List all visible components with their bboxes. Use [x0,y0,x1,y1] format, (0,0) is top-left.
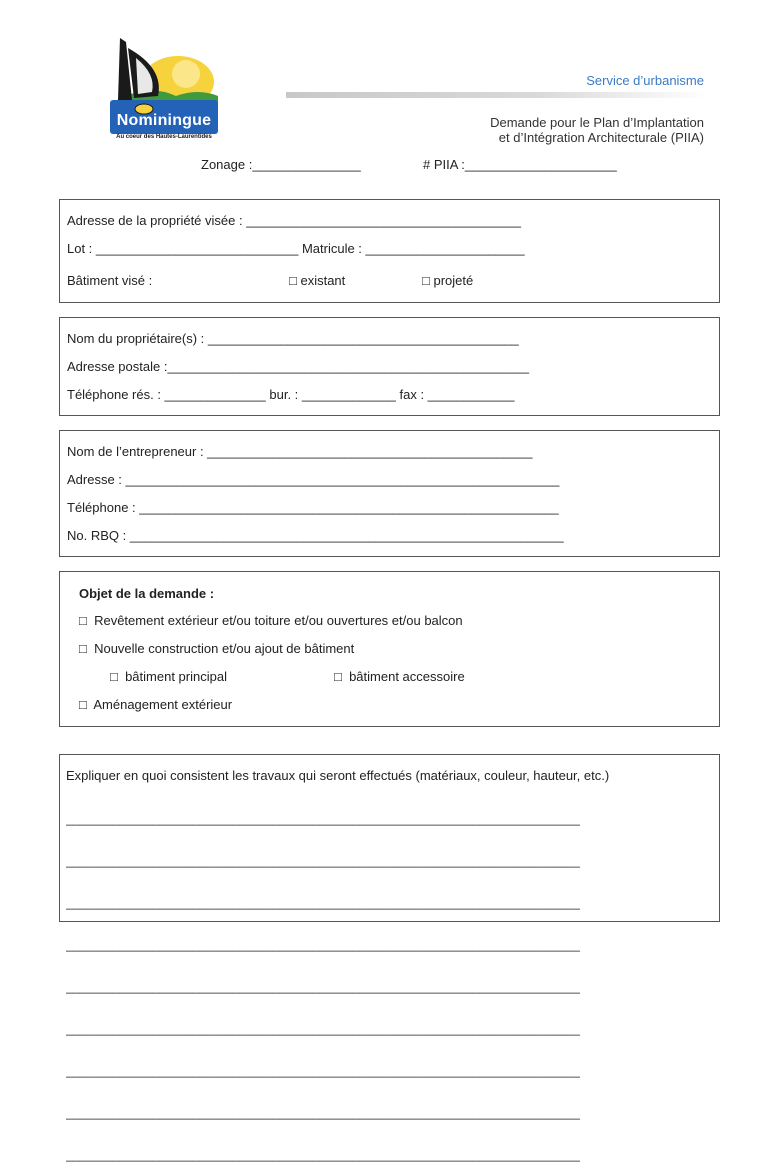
rbq-number-field[interactable]: No. RBQ : ____________________________________________________________ [67,528,564,543]
accessory-building-checkbox[interactable]: □ bâtiment accessoire [334,669,465,684]
owner-name-field[interactable]: Nom du propriétaire(s) : ___________________________________________ [67,331,519,346]
explanation-line[interactable]: _____________________________________________________________________________ [66,1064,580,1078]
explanation-line[interactable]: _____________________________________________________________________________ [66,1022,580,1036]
explanation-line[interactable]: _____________________________________________________________________________ [66,812,580,826]
owner-phone-field[interactable]: Téléphone rés. : ______________ bur. : _____________ fax : ____________ [67,387,515,402]
request-title-line1: Demande pour le Plan d’Implantation [490,115,704,130]
explanation-line[interactable]: _____________________________________________________________________________ [66,938,580,952]
explanation-line[interactable]: _____________________________________________________________________________ [66,854,580,868]
postal-address-field[interactable]: Adresse postale :__________________________________________________ [67,359,529,374]
explanation-prompt: Expliquer en quoi consistent les travaux qui seront effectués (matériaux, couleur, hauteur, etc.) [66,768,610,783]
planned-checkbox[interactable]: □ projeté [422,273,474,288]
cladding-checkbox[interactable]: □ Revêtement extérieur et/ou toiture et/ou ouvertures et/ou balcon [79,613,463,628]
contractor-name-field[interactable]: Nom de l’entrepreneur : _____________________________________________ [67,444,533,459]
existing-checkbox[interactable]: □ existant [289,273,346,288]
logo-tagline: Au coeur des Hautes-Laurentides [116,134,212,140]
explanation-line[interactable]: _____________________________________________________________________________ [66,1148,580,1162]
logo-name: Nominingue [116,112,212,129]
piia-number-field[interactable]: # PIIA :_____________________ [423,157,617,172]
zonage-field[interactable]: Zonage :_______________ [201,157,361,172]
contractor-phone-field[interactable]: Téléphone : __________________________________________________________ [67,500,559,515]
new-construction-checkbox[interactable]: □ Nouvelle construction et/ou ajout de bâtiment [79,641,355,656]
service-title: Service d’urbanisme [586,73,704,88]
property-address-field[interactable]: Adresse de la propriété visée : ______________________________________ [67,213,521,228]
contractor-address-field[interactable]: Adresse : ____________________________________________________________ [67,472,560,487]
request-title-line2: et d’Intégration Architecturale (PIIA) [498,130,704,145]
explanation-line[interactable]: _____________________________________________________________________________ [66,980,580,994]
main-building-checkbox[interactable]: □ bâtiment principal [110,669,227,684]
request-object-title: Objet de la demande : [79,586,215,601]
header-rule [286,92,706,98]
request-title [490,115,704,145]
building-label: Bâtiment visé : [67,273,153,288]
landscaping-checkbox[interactable]: □ Aménagement extérieur [79,697,233,712]
nominingue-logo [106,34,222,146]
explanation-lines[interactable] [66,784,698,1176]
lot-matricule-field[interactable]: Lot : ____________________________ Matricule : ______________________ [67,241,525,256]
explanation-line[interactable]: _____________________________________________________________________________ [66,896,580,910]
explanation-line[interactable]: _____________________________________________________________________________ [66,1106,580,1120]
